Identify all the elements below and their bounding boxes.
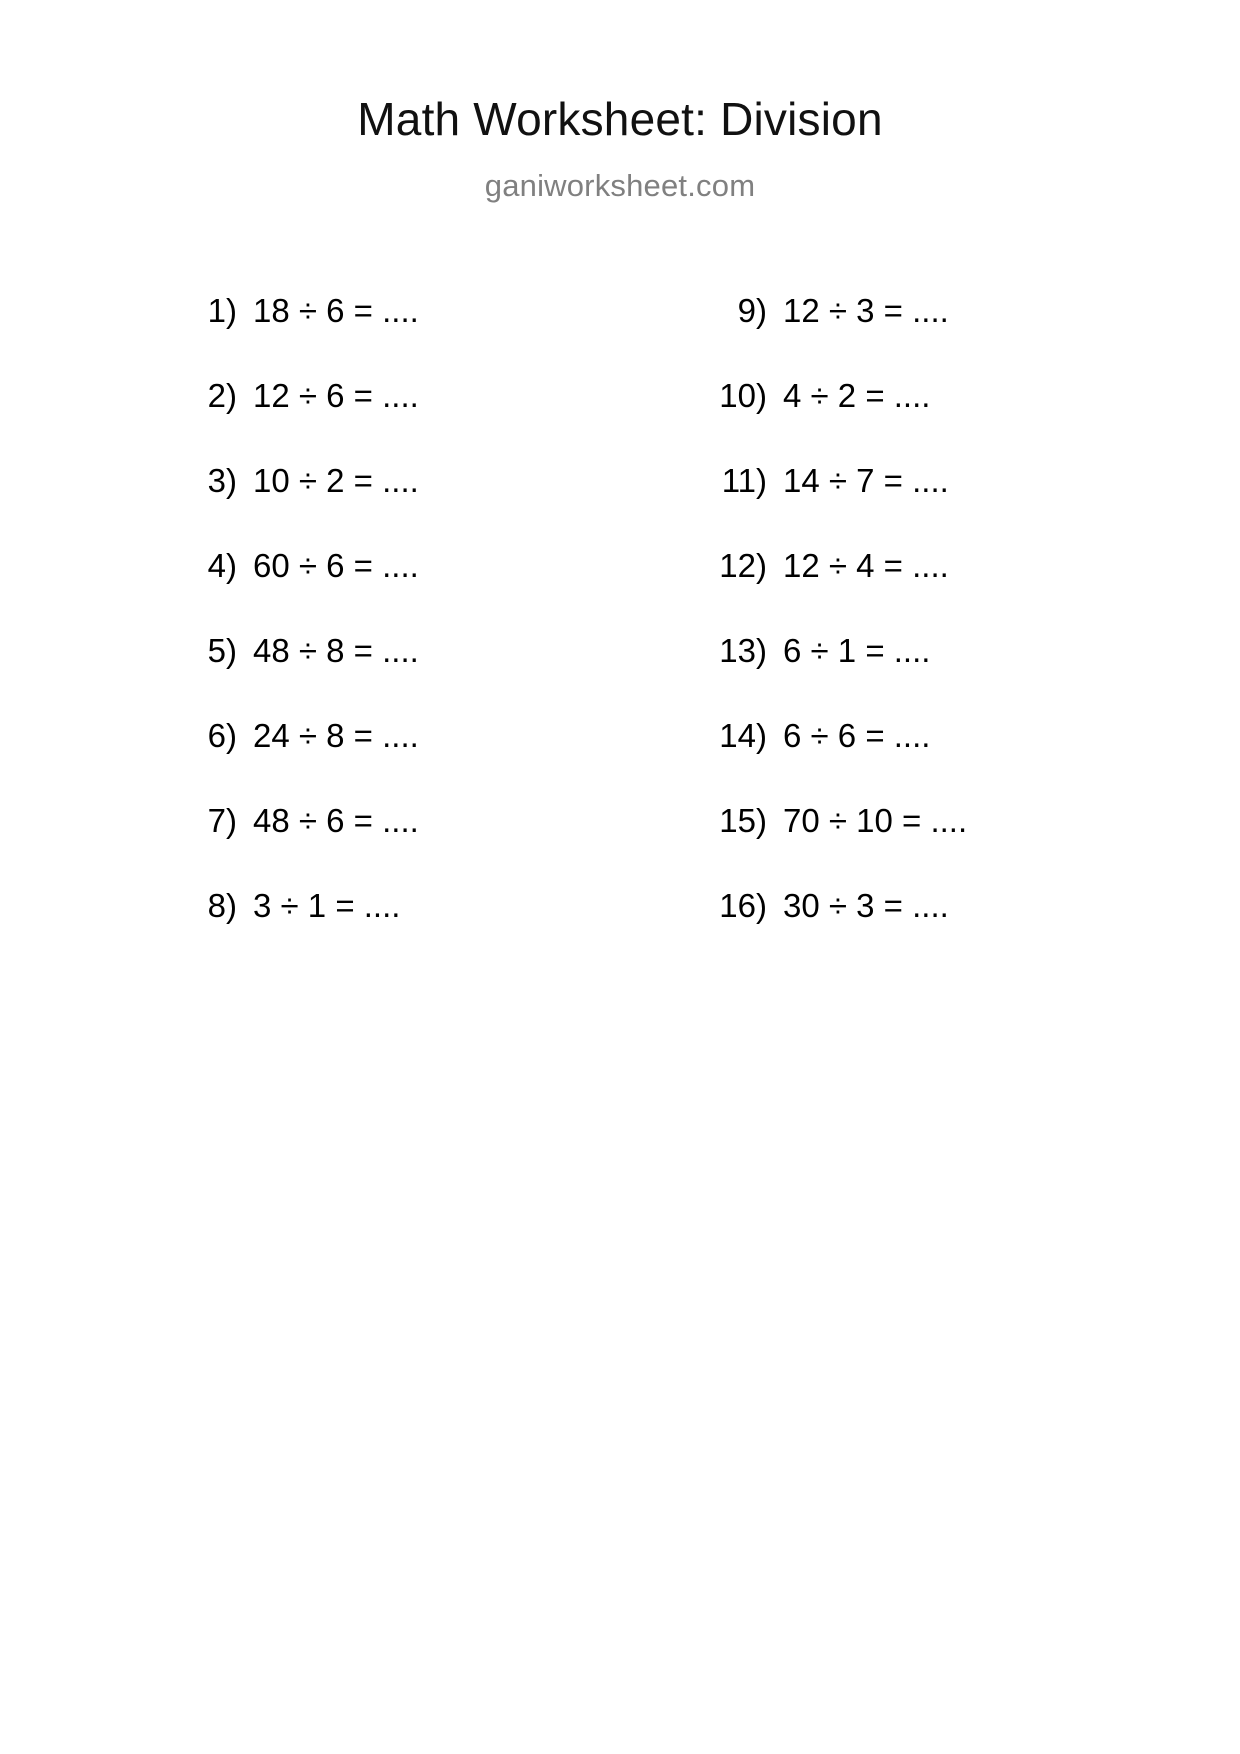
problem-number: 11) bbox=[721, 462, 767, 499]
problem-expression: 30 ÷ 3 = .... bbox=[783, 887, 949, 924]
page-title: Math Worksheet: Division bbox=[357, 93, 883, 145]
problem-expression: 70 ÷ 10 = .... bbox=[783, 802, 968, 839]
problem-expression: 12 ÷ 4 = .... bbox=[783, 547, 949, 584]
problem-item bbox=[175, 717, 625, 802]
problem-item bbox=[705, 377, 1155, 462]
problem-expression: 14 ÷ 7 = .... bbox=[783, 462, 949, 499]
problem-expression: 12 ÷ 6 = .... bbox=[253, 377, 419, 414]
problem-number: 2) bbox=[207, 377, 237, 414]
problem-number: 13) bbox=[719, 632, 767, 669]
problem-expression: 10 ÷ 2 = .... bbox=[253, 462, 419, 499]
problem-number: 3) bbox=[207, 462, 237, 499]
problem-number: 7) bbox=[207, 802, 237, 839]
problem-item bbox=[705, 802, 1155, 887]
problem-item bbox=[705, 292, 1155, 377]
problem-expression: 48 ÷ 8 = .... bbox=[253, 632, 419, 669]
problem-item bbox=[175, 632, 625, 717]
problem-list bbox=[0, 292, 1240, 972]
problem-expression: 18 ÷ 6 = .... bbox=[253, 292, 419, 329]
problem-item bbox=[705, 547, 1155, 632]
problem-item bbox=[175, 462, 625, 547]
problem-number: 6) bbox=[207, 717, 237, 754]
problem-expression: 24 ÷ 8 = .... bbox=[253, 717, 419, 754]
problem-expression: 3 ÷ 1 = .... bbox=[253, 887, 401, 924]
problem-number: 12) bbox=[719, 547, 767, 584]
problem-expression: 4 ÷ 2 = .... bbox=[783, 377, 931, 414]
problem-number: 5) bbox=[207, 632, 237, 669]
problem-item bbox=[705, 887, 1155, 972]
problem-item bbox=[175, 802, 625, 887]
page-subtitle: ganiworksheet.com bbox=[484, 168, 756, 203]
problem-item bbox=[705, 717, 1155, 802]
problem-expression: 12 ÷ 3 = .... bbox=[783, 292, 949, 329]
problem-number: 1) bbox=[207, 292, 237, 329]
problem-number: 16) bbox=[719, 887, 767, 924]
problem-expression: 6 ÷ 6 = .... bbox=[783, 717, 931, 754]
right-column bbox=[705, 292, 1155, 972]
problem-item bbox=[705, 462, 1155, 547]
problem-number: 4) bbox=[207, 547, 237, 584]
left-column bbox=[175, 292, 625, 972]
problem-expression: 48 ÷ 6 = .... bbox=[253, 802, 419, 839]
problem-number: 8) bbox=[207, 887, 237, 924]
problem-item bbox=[705, 632, 1155, 717]
problem-item bbox=[175, 292, 625, 377]
problem-number: 9) bbox=[737, 292, 767, 329]
problem-expression: 6 ÷ 1 = .... bbox=[783, 632, 931, 669]
problem-number: 15) bbox=[719, 802, 767, 839]
problem-expression: 60 ÷ 6 = .... bbox=[253, 547, 419, 584]
problem-number: 10) bbox=[719, 377, 767, 414]
problem-item bbox=[175, 887, 625, 972]
problem-item bbox=[175, 377, 625, 462]
problem-item bbox=[175, 547, 625, 632]
problem-number: 14) bbox=[719, 717, 767, 754]
